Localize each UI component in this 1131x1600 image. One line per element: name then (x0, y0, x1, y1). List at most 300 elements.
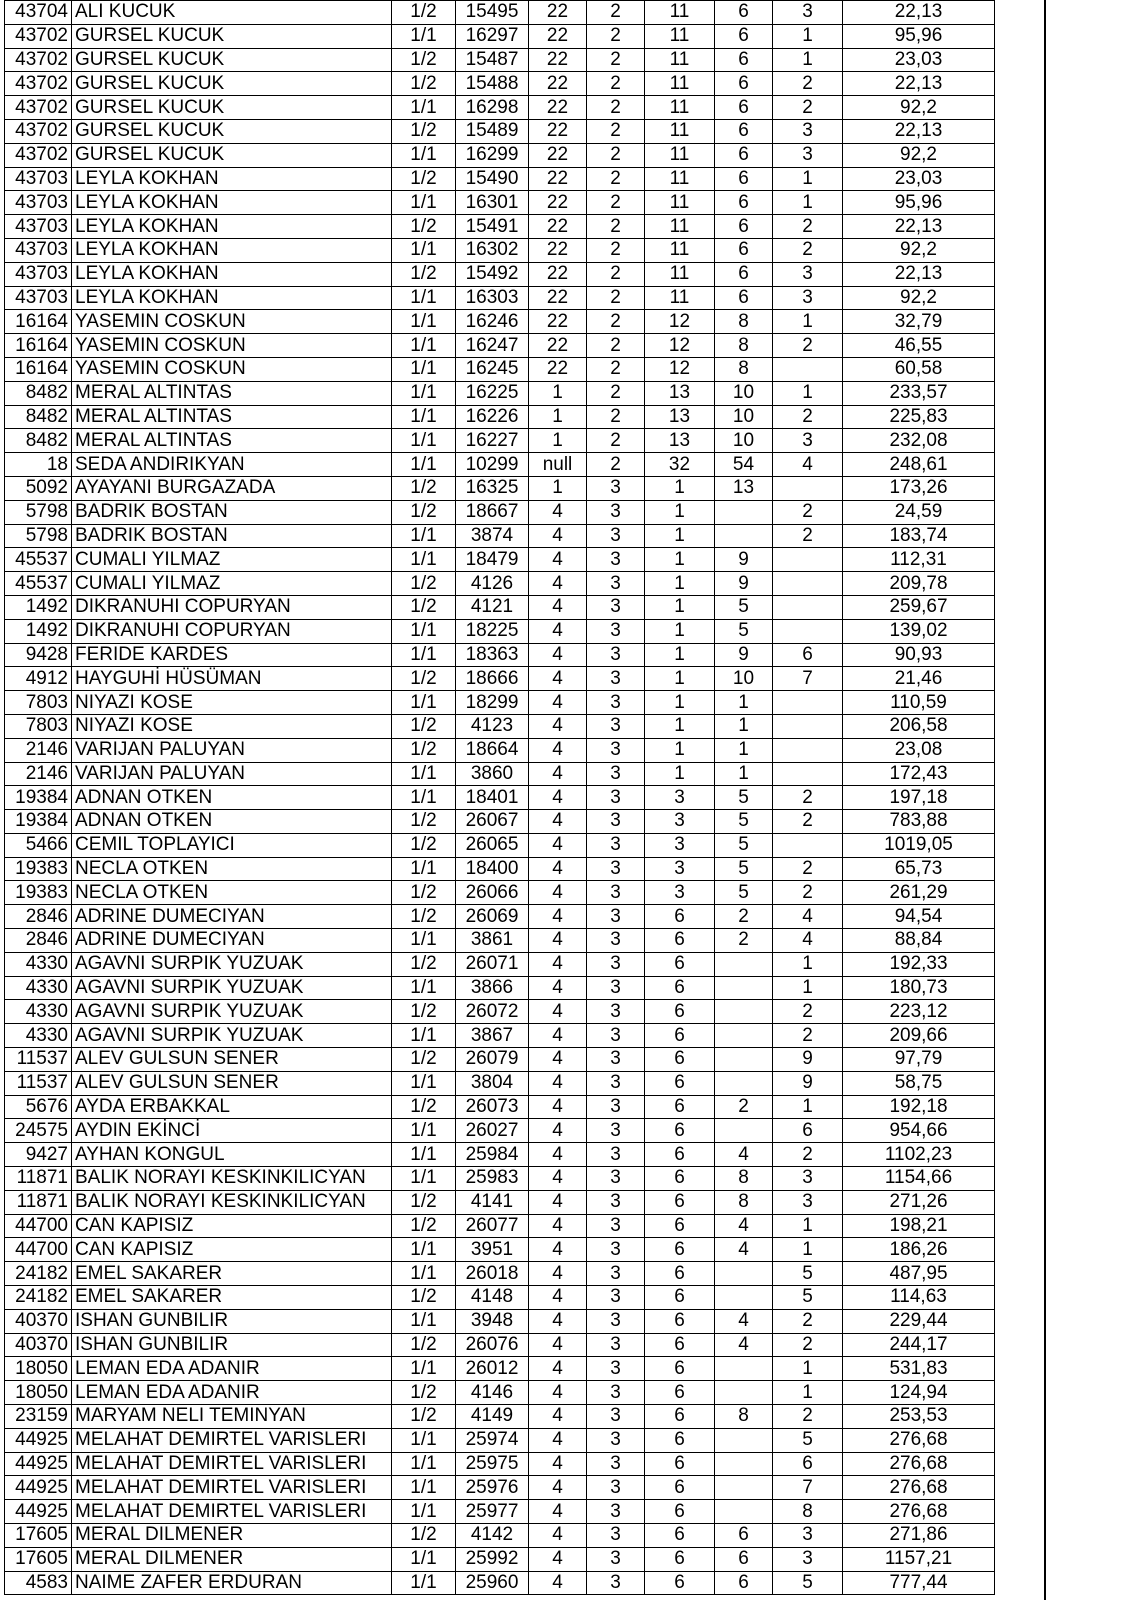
table-row (5, 357, 995, 381)
amount-cell: 22,13 (843, 215, 995, 239)
col-9-cell: 2 (773, 1309, 843, 1333)
col-8-cell (715, 1119, 773, 1143)
amount-cell: 206,58 (843, 714, 995, 738)
table-row (5, 310, 995, 334)
col-8-cell: 1 (715, 738, 773, 762)
share-fraction-cell: 1/2 (392, 500, 456, 524)
share-fraction-cell: 1/1 (392, 381, 456, 405)
share-fraction-cell: 1/2 (392, 48, 456, 72)
share-fraction-cell: 1/1 (392, 429, 456, 453)
col-5-cell: 1 (529, 381, 587, 405)
col-5-cell: 22 (529, 24, 587, 48)
col-9-cell: 2 (773, 857, 843, 881)
owner-name-cell: MERAL DILMENER (72, 1547, 392, 1571)
record-id-cell: 43702 (5, 48, 72, 72)
col-7-cell: 12 (645, 334, 715, 358)
col-7-cell: 6 (645, 1500, 715, 1524)
record-id-cell: 43703 (5, 191, 72, 215)
owner-name-cell: LEMAN EDA ADANIR (72, 1381, 392, 1405)
col-5-cell: 4 (529, 929, 587, 953)
owner-name-cell: CEMIL TOPLAYICI (72, 833, 392, 857)
col-5-cell: 22 (529, 238, 587, 262)
record-id-cell: 11537 (5, 1071, 72, 1095)
table-row (5, 143, 995, 167)
col-7-cell: 3 (645, 881, 715, 905)
col-5-cell: 4 (529, 1143, 587, 1167)
col-7-cell: 6 (645, 1357, 715, 1381)
col-6-cell: 3 (587, 881, 645, 905)
col-5-cell: 4 (529, 1405, 587, 1429)
page-right-rule (1044, 0, 1046, 1600)
col-8-cell (715, 500, 773, 524)
col-7-cell: 1 (645, 500, 715, 524)
col-8-cell: 6 (715, 48, 773, 72)
amount-cell: 225,83 (843, 405, 995, 429)
col-9-cell: 2 (773, 72, 843, 96)
col-7-cell: 6 (645, 1452, 715, 1476)
record-number-cell: 25984 (456, 1143, 529, 1167)
share-fraction-cell: 1/1 (392, 1571, 456, 1595)
table-row (5, 691, 995, 715)
table-row (5, 1071, 995, 1095)
col-8-cell: 6 (715, 1, 773, 25)
owner-name-cell: BADRIK BOSTAN (72, 500, 392, 524)
col-5-cell: 4 (529, 1476, 587, 1500)
amount-cell: 183,74 (843, 524, 995, 548)
record-number-cell: 4126 (456, 572, 529, 596)
amount-cell: 173,26 (843, 476, 995, 500)
amount-cell: 22,13 (843, 119, 995, 143)
col-9-cell: 1 (773, 1238, 843, 1262)
owner-name-cell: BADRIK BOSTAN (72, 524, 392, 548)
table-row (5, 1405, 995, 1429)
record-number-cell: 16297 (456, 24, 529, 48)
record-id-cell: 45537 (5, 572, 72, 596)
table-row (5, 1476, 995, 1500)
col-7-cell: 11 (645, 72, 715, 96)
col-9-cell (773, 595, 843, 619)
col-9-cell (773, 714, 843, 738)
col-8-cell: 10 (715, 667, 773, 691)
col-8-cell (715, 1428, 773, 1452)
records-table-body (5, 1, 995, 1595)
table-row (5, 595, 995, 619)
col-7-cell: 6 (645, 1547, 715, 1571)
table-row (5, 572, 995, 596)
col-6-cell: 2 (587, 1, 645, 25)
owner-name-cell: NIYAZI KOSE (72, 691, 392, 715)
col-5-cell: 4 (529, 1238, 587, 1262)
record-number-cell: 3860 (456, 762, 529, 786)
record-id-cell: 4330 (5, 1024, 72, 1048)
col-5-cell: 1 (529, 405, 587, 429)
owner-name-cell: LEMAN EDA ADANIR (72, 1357, 392, 1381)
table-row (5, 905, 995, 929)
amount-cell: 197,18 (843, 786, 995, 810)
col-6-cell: 3 (587, 1333, 645, 1357)
share-fraction-cell: 1/2 (392, 1286, 456, 1310)
record-number-cell: 4148 (456, 1286, 529, 1310)
table-row (5, 1381, 995, 1405)
col-5-cell: 4 (529, 524, 587, 548)
col-8-cell: 5 (715, 881, 773, 905)
amount-cell: 88,84 (843, 929, 995, 953)
col-8-cell (715, 1000, 773, 1024)
amount-cell: 46,55 (843, 334, 995, 358)
share-fraction-cell: 1/1 (392, 691, 456, 715)
table-row (5, 119, 995, 143)
record-number-cell: 16247 (456, 334, 529, 358)
col-9-cell: 5 (773, 1428, 843, 1452)
amount-cell: 186,26 (843, 1238, 995, 1262)
col-5-cell: 4 (529, 1262, 587, 1286)
col-5-cell: 4 (529, 1071, 587, 1095)
col-8-cell: 1 (715, 714, 773, 738)
owner-name-cell: GURSEL KUCUK (72, 48, 392, 72)
col-6-cell: 2 (587, 334, 645, 358)
col-8-cell: 6 (715, 191, 773, 215)
col-9-cell: 1 (773, 167, 843, 191)
col-5-cell: 4 (529, 1571, 587, 1595)
col-6-cell: 3 (587, 952, 645, 976)
col-6-cell: 3 (587, 1547, 645, 1571)
owner-name-cell: MELAHAT DEMIRTEL VARISLERI (72, 1500, 392, 1524)
col-9-cell (773, 572, 843, 596)
share-fraction-cell: 1/2 (392, 1000, 456, 1024)
record-number-cell: 26018 (456, 1262, 529, 1286)
col-9-cell: 2 (773, 334, 843, 358)
col-7-cell: 6 (645, 1309, 715, 1333)
amount-cell: 65,73 (843, 857, 995, 881)
col-9-cell: 1 (773, 1095, 843, 1119)
record-number-cell: 26012 (456, 1357, 529, 1381)
col-6-cell: 3 (587, 500, 645, 524)
record-id-cell: 5798 (5, 524, 72, 548)
table-row (5, 381, 995, 405)
record-number-cell: 4146 (456, 1381, 529, 1405)
col-6-cell: 3 (587, 1381, 645, 1405)
owner-name-cell: LEYLA KOKHAN (72, 167, 392, 191)
col-6-cell: 3 (587, 1000, 645, 1024)
owner-name-cell: YASEMIN COSKUN (72, 310, 392, 334)
col-9-cell: 5 (773, 1262, 843, 1286)
col-6-cell: 3 (587, 1190, 645, 1214)
amount-cell: 95,96 (843, 24, 995, 48)
col-9-cell: 3 (773, 143, 843, 167)
col-5-cell: 4 (529, 667, 587, 691)
col-6-cell: 3 (587, 1214, 645, 1238)
amount-cell: 271,26 (843, 1190, 995, 1214)
record-id-cell: 11871 (5, 1167, 72, 1191)
record-number-cell: 4142 (456, 1524, 529, 1548)
amount-cell: 209,66 (843, 1024, 995, 1048)
table-row (5, 643, 995, 667)
table-row (5, 429, 995, 453)
record-id-cell: 7803 (5, 714, 72, 738)
record-number-cell: 16298 (456, 96, 529, 120)
col-6-cell: 3 (587, 619, 645, 643)
col-7-cell: 12 (645, 357, 715, 381)
share-fraction-cell: 1/1 (392, 1143, 456, 1167)
record-id-cell: 8482 (5, 381, 72, 405)
share-fraction-cell: 1/1 (392, 548, 456, 572)
table-row (5, 286, 995, 310)
amount-cell: 60,58 (843, 357, 995, 381)
owner-name-cell: CAN KAPISIZ (72, 1238, 392, 1262)
col-8-cell: 6 (715, 24, 773, 48)
col-7-cell: 6 (645, 976, 715, 1000)
table-row (5, 833, 995, 857)
col-5-cell: 22 (529, 215, 587, 239)
col-7-cell: 6 (645, 1524, 715, 1548)
amount-cell: 954,66 (843, 1119, 995, 1143)
col-5-cell: 1 (529, 476, 587, 500)
col-7-cell: 6 (645, 1119, 715, 1143)
col-9-cell: 3 (773, 1190, 843, 1214)
owner-name-cell: LEYLA KOKHAN (72, 215, 392, 239)
col-8-cell: 6 (715, 96, 773, 120)
col-6-cell: 2 (587, 429, 645, 453)
col-6-cell: 3 (587, 905, 645, 929)
col-5-cell: 22 (529, 262, 587, 286)
owner-name-cell: HAYGUHİ HÜSÜMAN (72, 667, 392, 691)
col-5-cell: 4 (529, 619, 587, 643)
col-7-cell: 11 (645, 286, 715, 310)
col-6-cell: 3 (587, 667, 645, 691)
table-row (5, 1000, 995, 1024)
col-8-cell: 5 (715, 857, 773, 881)
col-9-cell: 4 (773, 453, 843, 477)
col-7-cell: 11 (645, 238, 715, 262)
col-9-cell (773, 833, 843, 857)
owner-name-cell: MELAHAT DEMIRTEL VARISLERI (72, 1476, 392, 1500)
share-fraction-cell: 1/1 (392, 643, 456, 667)
record-id-cell: 43702 (5, 96, 72, 120)
amount-cell: 172,43 (843, 762, 995, 786)
share-fraction-cell: 1/1 (392, 1071, 456, 1095)
owner-name-cell: CAN KAPISIZ (72, 1214, 392, 1238)
col-9-cell: 1 (773, 310, 843, 334)
share-fraction-cell: 1/2 (392, 72, 456, 96)
col-7-cell: 11 (645, 119, 715, 143)
share-fraction-cell: 1/2 (392, 881, 456, 905)
record-number-cell: 16227 (456, 429, 529, 453)
col-8-cell (715, 1500, 773, 1524)
record-number-cell: 18225 (456, 619, 529, 643)
owner-name-cell: LEYLA KOKHAN (72, 191, 392, 215)
owner-name-cell: AYDA ERBAKKAL (72, 1095, 392, 1119)
col-7-cell: 6 (645, 1286, 715, 1310)
col-6-cell: 2 (587, 405, 645, 429)
col-5-cell: 22 (529, 357, 587, 381)
record-id-cell: 18050 (5, 1381, 72, 1405)
record-number-cell: 15487 (456, 48, 529, 72)
owner-name-cell: ISHAN GUNBILIR (72, 1309, 392, 1333)
amount-cell: 180,73 (843, 976, 995, 1000)
col-7-cell: 6 (645, 1381, 715, 1405)
amount-cell: 783,88 (843, 810, 995, 834)
col-6-cell: 3 (587, 691, 645, 715)
owner-name-cell: NIYAZI KOSE (72, 714, 392, 738)
col-6-cell: 3 (587, 1405, 645, 1429)
amount-cell: 1019,05 (843, 833, 995, 857)
col-9-cell: 2 (773, 1333, 843, 1357)
col-6-cell: 3 (587, 1286, 645, 1310)
col-6-cell: 3 (587, 1571, 645, 1595)
col-8-cell: 8 (715, 357, 773, 381)
amount-cell: 1154,66 (843, 1167, 995, 1191)
table-row (5, 500, 995, 524)
col-9-cell: 1 (773, 952, 843, 976)
record-id-cell: 16164 (5, 357, 72, 381)
owner-name-cell: MELAHAT DEMIRTEL VARISLERI (72, 1452, 392, 1476)
col-6-cell: 3 (587, 1095, 645, 1119)
col-5-cell: 4 (529, 1048, 587, 1072)
amount-cell: 110,59 (843, 691, 995, 715)
share-fraction-cell: 1/1 (392, 1167, 456, 1191)
record-number-cell: 25974 (456, 1428, 529, 1452)
owner-name-cell: EMEL SAKARER (72, 1262, 392, 1286)
table-row (5, 1571, 995, 1595)
col-6-cell: 2 (587, 238, 645, 262)
owner-name-cell: SEDA ANDIRIKYAN (72, 453, 392, 477)
col-5-cell: 4 (529, 1119, 587, 1143)
record-number-cell: 15488 (456, 72, 529, 96)
col-9-cell: 2 (773, 238, 843, 262)
record-id-cell: 40370 (5, 1309, 72, 1333)
col-7-cell: 6 (645, 905, 715, 929)
amount-cell: 92,2 (843, 286, 995, 310)
table-row (5, 952, 995, 976)
col-7-cell: 6 (645, 1214, 715, 1238)
record-number-cell: 10299 (456, 453, 529, 477)
record-number-cell: 3866 (456, 976, 529, 1000)
owner-name-cell: NAIME ZAFER ERDURAN (72, 1571, 392, 1595)
share-fraction-cell: 1/1 (392, 143, 456, 167)
col-8-cell: 2 (715, 905, 773, 929)
record-number-cell: 16302 (456, 238, 529, 262)
record-id-cell: 9428 (5, 643, 72, 667)
col-6-cell: 2 (587, 310, 645, 334)
record-number-cell: 18664 (456, 738, 529, 762)
col-9-cell: 1 (773, 48, 843, 72)
col-6-cell: 2 (587, 453, 645, 477)
col-6-cell: 2 (587, 167, 645, 191)
share-fraction-cell: 1/2 (392, 905, 456, 929)
col-9-cell: 7 (773, 667, 843, 691)
share-fraction-cell: 1/1 (392, 857, 456, 881)
share-fraction-cell: 1/1 (392, 453, 456, 477)
col-7-cell: 3 (645, 857, 715, 881)
amount-cell: 23,03 (843, 48, 995, 72)
col-8-cell: 5 (715, 833, 773, 857)
col-7-cell: 11 (645, 191, 715, 215)
col-8-cell: 5 (715, 786, 773, 810)
col-8-cell (715, 1048, 773, 1072)
col-5-cell: 4 (529, 1333, 587, 1357)
amount-cell: 531,83 (843, 1357, 995, 1381)
col-5-cell: 22 (529, 334, 587, 358)
col-9-cell: 1 (773, 191, 843, 215)
col-7-cell: 1 (645, 619, 715, 643)
col-6-cell: 3 (587, 595, 645, 619)
share-fraction-cell: 1/2 (392, 833, 456, 857)
col-5-cell: 22 (529, 96, 587, 120)
col-7-cell: 1 (645, 572, 715, 596)
owner-name-cell: GURSEL KUCUK (72, 119, 392, 143)
record-id-cell: 17605 (5, 1524, 72, 1548)
owner-name-cell: VARIJAN PALUYAN (72, 762, 392, 786)
share-fraction-cell: 1/2 (392, 1048, 456, 1072)
col-7-cell: 11 (645, 262, 715, 286)
owner-name-cell: MARYAM NELI TEMINYAN (72, 1405, 392, 1429)
share-fraction-cell: 1/2 (392, 1190, 456, 1214)
record-id-cell: 2846 (5, 905, 72, 929)
table-row (5, 453, 995, 477)
amount-cell: 1102,23 (843, 1143, 995, 1167)
col-6-cell: 3 (587, 1524, 645, 1548)
owner-name-cell: ADRINE DUMECIYAN (72, 905, 392, 929)
table-row (5, 72, 995, 96)
col-6-cell: 3 (587, 786, 645, 810)
col-7-cell: 11 (645, 24, 715, 48)
col-5-cell: 4 (529, 1428, 587, 1452)
record-id-cell: 2846 (5, 929, 72, 953)
share-fraction-cell: 1/1 (392, 976, 456, 1000)
col-5-cell: 22 (529, 1, 587, 25)
col-6-cell: 3 (587, 976, 645, 1000)
share-fraction-cell: 1/1 (392, 1476, 456, 1500)
record-id-cell: 16164 (5, 310, 72, 334)
col-9-cell (773, 548, 843, 572)
record-id-cell: 4330 (5, 952, 72, 976)
owner-name-cell: ADRINE DUMECIYAN (72, 929, 392, 953)
record-id-cell: 43703 (5, 215, 72, 239)
share-fraction-cell: 1/2 (392, 167, 456, 191)
col-8-cell: 9 (715, 643, 773, 667)
col-6-cell: 2 (587, 96, 645, 120)
record-id-cell: 4912 (5, 667, 72, 691)
owner-name-cell: AGAVNI SURPIK YUZUAK (72, 1024, 392, 1048)
col-9-cell: 2 (773, 786, 843, 810)
col-5-cell: 4 (529, 572, 587, 596)
record-id-cell: 43702 (5, 119, 72, 143)
amount-cell: 32,79 (843, 310, 995, 334)
share-fraction-cell: 1/2 (392, 1333, 456, 1357)
col-7-cell: 1 (645, 714, 715, 738)
table-row (5, 762, 995, 786)
record-number-cell: 18401 (456, 786, 529, 810)
col-6-cell: 3 (587, 476, 645, 500)
col-9-cell: 3 (773, 119, 843, 143)
table-row (5, 405, 995, 429)
table-row (5, 786, 995, 810)
table-row (5, 1500, 995, 1524)
col-9-cell: 2 (773, 524, 843, 548)
col-5-cell: 4 (529, 881, 587, 905)
record-id-cell: 17605 (5, 1547, 72, 1571)
col-9-cell: 1 (773, 1381, 843, 1405)
table-row (5, 191, 995, 215)
owner-name-cell: DIKRANUHI COPURYAN (72, 595, 392, 619)
amount-cell: 192,18 (843, 1095, 995, 1119)
share-fraction-cell: 1/1 (392, 619, 456, 643)
amount-cell: 276,68 (843, 1428, 995, 1452)
owner-name-cell: BALIK NORAYI KESKINKILICYAN (72, 1190, 392, 1214)
col-6-cell: 3 (587, 572, 645, 596)
amount-cell: 24,59 (843, 500, 995, 524)
share-fraction-cell: 1/2 (392, 119, 456, 143)
